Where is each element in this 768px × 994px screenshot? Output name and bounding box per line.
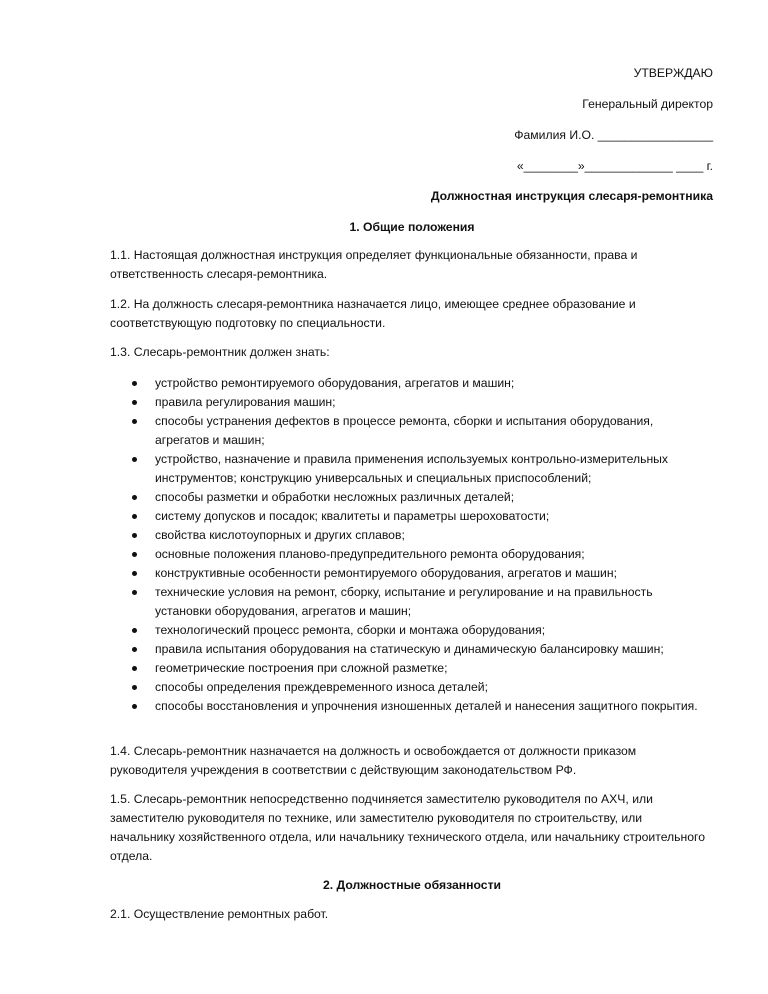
approval-block xyxy=(514,64,713,188)
bullet-icon xyxy=(132,628,137,633)
bullet-icon xyxy=(132,457,137,462)
list-item: конструктивные особенности ремонтируемого оборудования, агрегатов и машин; xyxy=(110,564,710,583)
bullet-icon xyxy=(132,419,137,424)
bullet-icon xyxy=(132,571,137,576)
paragraph-2-1: 2.1. Осуществление ремонтных работ. xyxy=(110,907,329,921)
bullet-icon xyxy=(132,590,137,595)
approval-date-line: «________»_____________ ____ г. xyxy=(516,159,713,173)
list-item: способы определения преждевременного износа деталей; xyxy=(110,678,710,697)
bullet-icon xyxy=(132,666,137,671)
bullet-icon xyxy=(132,685,137,690)
list-item: правила регулирования машин; xyxy=(110,393,710,412)
list-item: технологический процесс ремонта, сборки и монтажа оборудования; xyxy=(110,621,710,640)
paragraph-1-3: 1.3. Слесарь-ремонтник должен знать: xyxy=(110,345,330,359)
list-item: устройство, назначение и правила применения используемых контрольно-измерительных инструментов; конструкцию универсальных и специальных приспособлений; xyxy=(110,450,710,488)
knowledge-list xyxy=(110,374,710,716)
bullet-icon xyxy=(132,514,137,519)
paragraph-1-2: 1.2. На должность слесаря-ремонтника назначается лицо, имеющее среднее образование и соответствующую подготовку по специальности. xyxy=(110,297,636,330)
paragraph-1-1: 1.1. Настоящая должностная инструкция определяет функциональные обязанности, права и ответственность слесаря-ремонтника. xyxy=(110,248,638,281)
bullet-icon xyxy=(132,533,137,538)
bullet-icon xyxy=(132,400,137,405)
approval-position: Генеральный директор xyxy=(582,97,713,111)
bullet-icon xyxy=(132,495,137,500)
document-title: Должностная инструкция слесаря-ремонтника xyxy=(430,189,713,203)
list-item: устройство ремонтируемого оборудования, агрегатов и машин; xyxy=(110,374,710,393)
paragraph-1-4: 1.4. Слесарь-ремонтник назначается на должность и освобождается от должности приказом руководителя учреждения в соответствии с действующим законодательством РФ. xyxy=(110,744,637,777)
bullet-icon xyxy=(132,647,137,652)
list-item: способы устранения дефектов в процессе ремонта, сборки и испытания оборудования, агрегатов и машин; xyxy=(110,412,710,450)
list-item: способы восстановления и упрочнения изношенных деталей и нанесения защитного покрытия. xyxy=(110,697,710,716)
section-1-heading: 1. Общие положения xyxy=(349,220,475,234)
bullet-icon xyxy=(132,704,137,709)
list-item: свойства кислотоупорных и других сплавов; xyxy=(110,526,710,545)
paragraph-1-5: 1.5. Слесарь-ремонтник непосредственно подчиняется заместителю руководителя по АХЧ, или заместителю руководителя по технике, или заместителю руководителя по строительству, или начальнику хозяйственного отдела, или начальнику технического отдела, или начальнику строительного отдела. xyxy=(110,792,705,863)
section-2-heading: 2. Должностные обязанности xyxy=(322,878,502,892)
approval-name-line: Фамилия И.О. _________________ xyxy=(514,128,713,142)
list-item: геометрические построения при сложной разметке; xyxy=(110,659,710,678)
list-item: систему допусков и посадок; квалитеты и параметры шероховатости; xyxy=(110,507,710,526)
list-item: основные положения планово-предупредительного ремонта оборудования; xyxy=(110,545,710,564)
bullet-icon xyxy=(132,552,137,557)
list-item: правила испытания оборудования на статическую и динамическую балансировку машин; xyxy=(110,640,710,659)
approval-heading: УТВЕРЖДАЮ xyxy=(633,66,713,80)
bullet-icon xyxy=(132,381,137,386)
list-item: способы разметки и обработки несложных различных деталей; xyxy=(110,488,710,507)
list-item: технические условия на ремонт, сборку, испытание и регулирование и на правильность установки оборудования, агрегатов и машин; xyxy=(110,583,710,621)
